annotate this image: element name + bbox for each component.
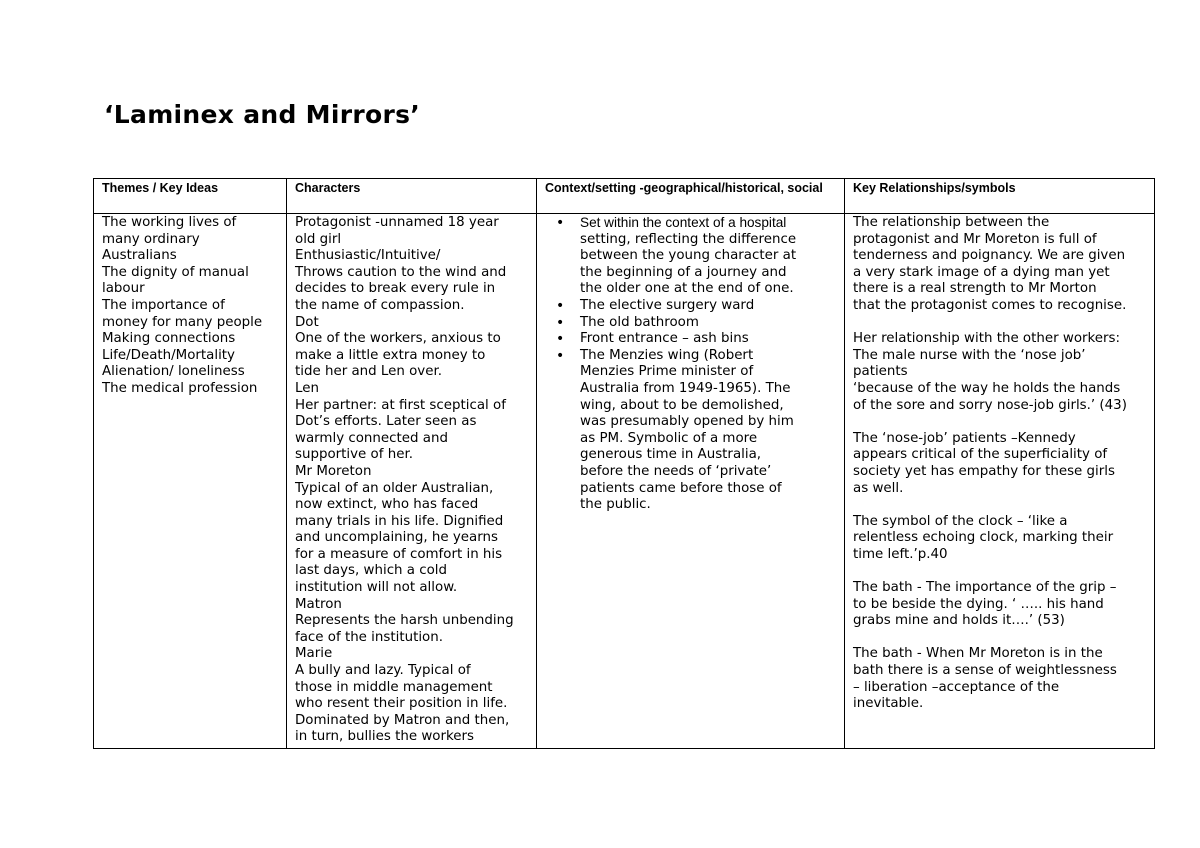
theme-line: The working lives of xyxy=(102,215,237,230)
relationship-line: to be beside the dying. ‘ ….. his hand xyxy=(853,596,1104,612)
character-line: many trials in his life. Dignified xyxy=(295,513,504,529)
relationship-line: relentless echoing clock, marking their xyxy=(853,530,1114,546)
relationship-line: of the sore and sorry nose-job girls.’ (43) xyxy=(853,397,1127,413)
relationship-line: ‘because of the way he holds the hands xyxy=(853,380,1121,396)
context-bullet-item xyxy=(545,348,836,514)
relationship-line: – liberation –acceptance of the xyxy=(853,679,1060,695)
character-line: Throws caution to the wind and xyxy=(295,264,507,280)
relationship-line: The bath - The importance of the grip – xyxy=(853,580,1117,596)
character-line: now extinct, who has faced xyxy=(295,497,479,513)
relationship-line: time left.’p.40 xyxy=(853,546,948,562)
relationship-line: The bath - When Mr Moreton is in the xyxy=(853,646,1103,662)
header-themes: Themes / Key Ideas xyxy=(94,179,287,214)
context-line: setting, reflecting the difference xyxy=(580,231,797,247)
relationship-line: The ‘nose-job’ patients –Kennedy xyxy=(853,430,1076,446)
theme-line: The dignity of manual xyxy=(102,264,249,280)
context-bullet-item xyxy=(545,298,836,315)
character-line: make a little extra money to xyxy=(295,347,486,363)
character-line: warmly connected and xyxy=(295,430,448,446)
character-line: One of the workers, anxious to xyxy=(295,331,501,347)
character-line: Marie xyxy=(295,646,333,662)
theme-line: The importance of xyxy=(102,297,225,313)
page-title: ‘Laminex and Mirrors’ xyxy=(104,100,421,129)
theme-line: Making connections xyxy=(102,331,236,347)
paragraph-gap xyxy=(853,563,1146,580)
relationship-line: that the protagonist comes to recognise. xyxy=(853,297,1127,313)
theme-line: Australians xyxy=(102,248,177,264)
character-line: for a measure of comfort in his xyxy=(295,546,503,562)
character-line: those in middle management xyxy=(295,679,493,695)
character-line: Dot’s efforts. Later seen as xyxy=(295,414,477,430)
character-line: supportive of her. xyxy=(295,447,413,463)
character-line: Her partner: at first sceptical of xyxy=(295,397,506,413)
characters-cell xyxy=(287,214,537,749)
relationship-line: The relationship between the xyxy=(853,215,1050,230)
character-line: face of the institution. xyxy=(295,629,443,645)
character-line: Represents the harsh unbending xyxy=(295,613,514,629)
character-line: the name of compassion. xyxy=(295,297,465,313)
character-line: Protagonist -unnamed 18 year xyxy=(295,215,499,230)
paragraph-gap xyxy=(853,414,1146,431)
character-line: Dot xyxy=(295,314,319,330)
character-line: Dominated by Matron and then, xyxy=(295,712,510,728)
context-line: • The Menzies wing (Robert xyxy=(580,347,754,363)
character-line: tide her and Len over. xyxy=(295,364,442,380)
character-line: in turn, bullies the workers xyxy=(295,729,474,745)
character-line: and uncomplaining, he yearns xyxy=(295,530,498,546)
context-line: between the young character at xyxy=(580,248,797,264)
paragraph-gap xyxy=(853,630,1146,647)
theme-line: many ordinary xyxy=(102,231,200,247)
relationships-cell xyxy=(845,214,1155,749)
character-line: Len xyxy=(295,380,319,396)
character-line: A bully and lazy. Typical of xyxy=(295,663,471,679)
character-line: institution will not allow. xyxy=(295,580,458,596)
context-line: before the needs of ‘private’ xyxy=(580,463,772,479)
context-line: the public. xyxy=(580,497,651,513)
context-line: as PM. Symbolic of a more xyxy=(580,430,758,446)
context-line: Menzies Prime minister of xyxy=(580,364,754,380)
relationship-line: appears critical of the superficiality of xyxy=(853,447,1108,463)
context-cell xyxy=(537,214,845,749)
relationship-line: tenderness and poignancy. We are given xyxy=(853,248,1126,264)
relationship-line: there is a real strength to Mr Morton xyxy=(853,281,1097,297)
theme-line: Life/Death/Mortality xyxy=(102,347,235,363)
context-line: • Set within the context of a hospital xyxy=(580,215,787,230)
theme-line: labour xyxy=(102,281,145,297)
relationship-line: a very stark image of a dying man yet xyxy=(853,264,1110,280)
context-line: • Front entrance – ash bins xyxy=(580,331,749,347)
character-line: Typical of an older Australian, xyxy=(295,480,494,496)
context-line: • The old bathroom xyxy=(580,314,699,330)
theme-line: money for many people xyxy=(102,314,263,330)
relationship-line: grabs mine and holds it….’ (53) xyxy=(853,613,1065,629)
header-context: Context/setting -geographical/historical, social xyxy=(537,179,845,214)
character-line: who resent their position in life. xyxy=(295,696,508,712)
context-line: Australia from 1949-1965). The xyxy=(580,380,791,396)
context-line: wing, about to be demolished, xyxy=(580,397,784,413)
theme-line: The medical profession xyxy=(102,380,258,396)
relationship-line: protagonist and Mr Moreton is full of xyxy=(853,231,1097,247)
context-bullet-item xyxy=(545,315,836,332)
header-row xyxy=(94,179,1155,214)
relationship-line: The male nurse with the ‘nose job’ xyxy=(853,347,1086,363)
character-line: old girl xyxy=(295,231,342,247)
character-line: Mr Moreton xyxy=(295,463,372,479)
character-line: Enthusiastic/Intuitive/ xyxy=(295,248,441,264)
context-line: • The elective surgery ward xyxy=(580,297,755,313)
paragraph-gap xyxy=(853,497,1146,514)
header-relationships: Key Relationships/symbols xyxy=(845,179,1155,214)
context-line: the beginning of a journey and xyxy=(580,264,787,280)
context-bullet-item xyxy=(545,215,836,298)
context-bullet-item xyxy=(545,331,836,348)
context-line: patients came before those of xyxy=(580,480,782,496)
theme-line: Alienation/ loneliness xyxy=(102,364,245,380)
relationship-line: society yet has empathy for these girls xyxy=(853,463,1115,479)
relationship-line: Her relationship with the other workers: xyxy=(853,331,1121,347)
context-bullet-list xyxy=(545,215,836,514)
header-characters: Characters xyxy=(287,179,537,214)
context-line: was presumably opened by him xyxy=(580,414,794,430)
character-line: last days, which a cold xyxy=(295,563,448,579)
character-line: decides to break every rule in xyxy=(295,281,496,297)
relationship-line: bath there is a sense of weightlessness xyxy=(853,663,1117,679)
relationship-line: patients xyxy=(853,364,908,380)
relationship-line: The symbol of the clock – ‘like a xyxy=(853,513,1068,529)
character-line: Matron xyxy=(295,596,342,612)
content-row xyxy=(94,214,1155,749)
paragraph-gap xyxy=(853,315,1146,332)
study-notes-table xyxy=(93,178,1155,749)
context-line: the older one at the end of one. xyxy=(580,281,794,297)
relationship-line: as well. xyxy=(853,480,904,496)
relationship-line: inevitable. xyxy=(853,696,924,712)
themes-cell xyxy=(94,214,287,749)
context-line: generous time in Australia, xyxy=(580,447,762,463)
